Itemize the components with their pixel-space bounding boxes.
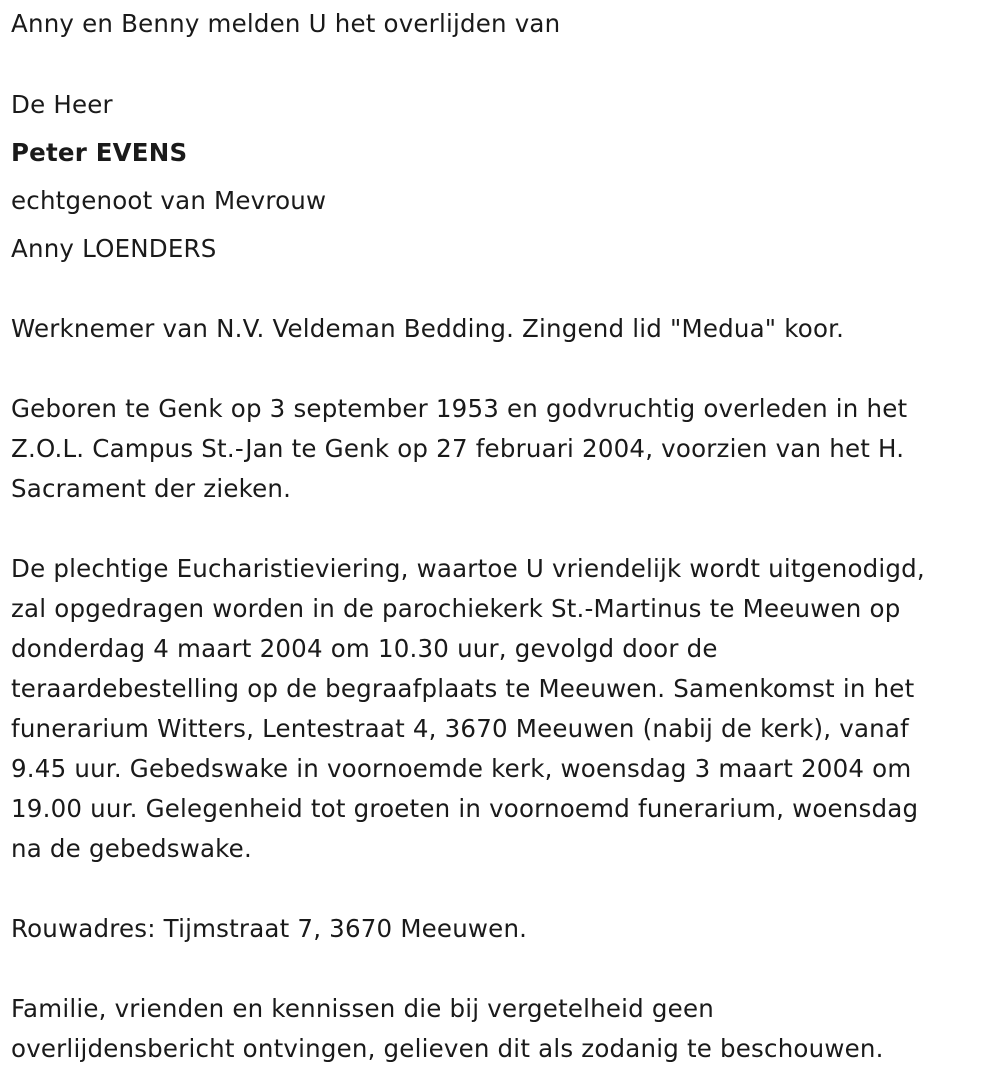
ceremony-line: teraardebestelling op de begraafplaats te Meeuwen. Samenkomst in het [11,674,915,703]
birth-line: Z.O.L. Campus St.-Jan te Genk op 27 februari 2004, voorzien van het H. [11,434,905,463]
birth-line: Geboren te Genk op 3 september 1953 en godvruchtig overleden in het [11,394,908,423]
birth-line: Sacrament der zieken. [11,474,292,503]
ceremony-line: donderdag 4 maart 2004 om 10.30 uur, gevolgd door de [11,634,718,663]
deceased-name: Peter EVENS [11,138,188,167]
ceremony-line: na de gebedswake. [11,834,252,863]
closing-line: Familie, vrienden en kennissen die bij vergetelheid geen [11,994,714,1023]
spouse-line-1: echtgenoot van Mevrouw [11,186,327,215]
closing-line: overlijdensbericht ontvingen, gelieven dit als zodanig te beschouwen. [11,1034,884,1063]
ceremony-line: 9.45 uur. Gebedswake in voornoemde kerk, woensdag 3 maart 2004 om [11,754,912,783]
ceremony-line: zal opgedragen worden in de parochiekerk St.-Martinus te Meeuwen op [11,594,901,623]
ceremony-line: De plechtige Eucharistieviering, waartoe U vriendelijk wordt uitgenodigd, [11,554,925,583]
title-text: De Heer [11,90,113,119]
ceremony-line: funerarium Witters, Lentestraat 4, 3670 Meeuwen (nabij de kerk), vanaf [11,714,909,743]
occupation-text: Werknemer van N.V. Veldeman Bedding. Zingend lid "Medua" koor. [11,314,845,343]
intro-text: Anny en Benny melden U het overlijden van [11,9,561,38]
mourning-address: Rouwadres: Tijmstraat 7, 3670 Meeuwen. [11,914,528,943]
ceremony-line: 19.00 uur. Gelegenheid tot groeten in voornoemd funerarium, woensdag [11,794,919,823]
spouse-line-2: Anny LOENDERS [11,234,217,263]
